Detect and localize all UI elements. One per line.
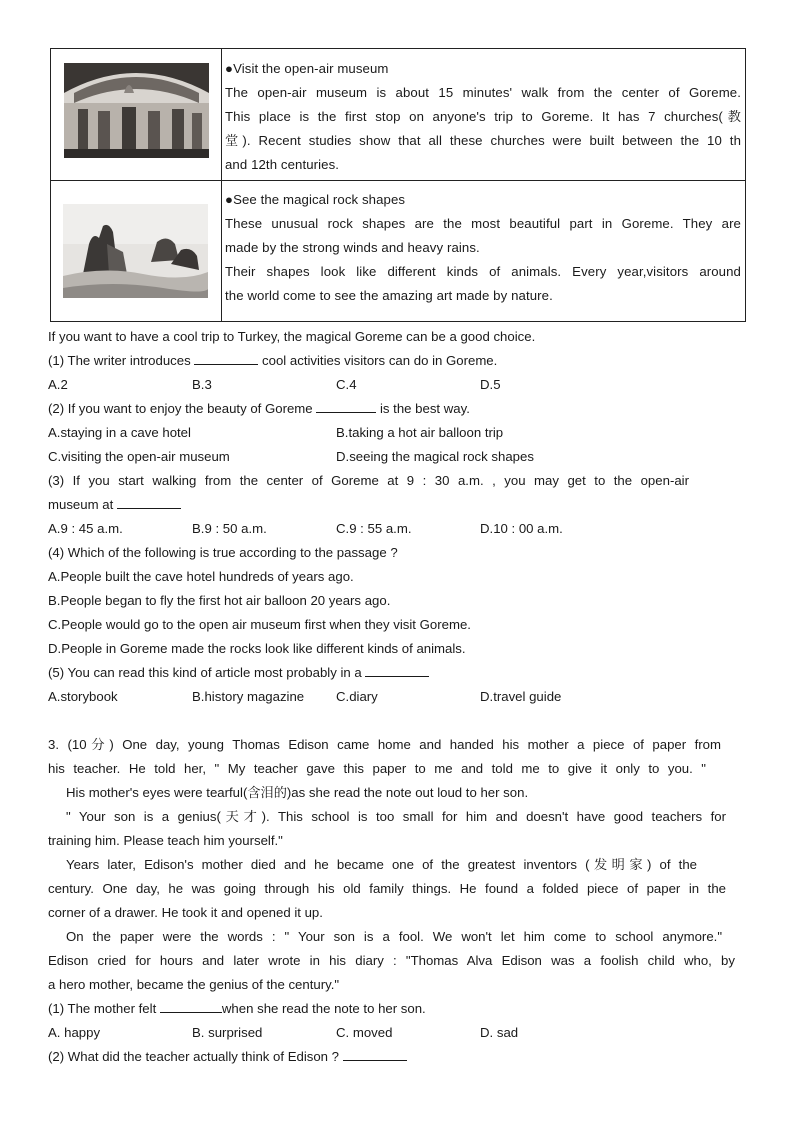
option-c[interactable]: C.diary — [336, 689, 378, 704]
option-c[interactable]: C.9 : 55 a.m. — [336, 521, 412, 536]
option-d[interactable]: D. sad — [480, 1025, 519, 1040]
passage-line: corner of a drawer. He took it and opened it up. — [48, 905, 323, 920]
museum-line: and 12th centuries. — [225, 157, 340, 172]
answer-blank[interactable] — [365, 664, 429, 677]
rocks-heading: ●See the magical rock shapes — [225, 192, 406, 207]
museum-photo-cell — [51, 49, 222, 180]
option-d[interactable]: D.People in Goreme made the rocks look like different kinds of animals. — [48, 641, 466, 656]
option-a[interactable]: A. happy — [48, 1025, 101, 1040]
passage-line: a hero mother, became the genius of the century." — [48, 977, 340, 992]
question-stem: (5) You can read this kind of article most probably in a — [48, 665, 362, 680]
rock-shapes-photo — [63, 204, 208, 298]
question-4: (4) Which of the following is true according to the passage ? — [48, 545, 398, 560]
passage-line: 3. (10分) One day, young Thomas Edison came home and handed his mother a piece of paper from — [48, 737, 721, 752]
option-c[interactable]: C.4 — [336, 377, 357, 392]
option-a[interactable]: A.staying in a cave hotel — [48, 425, 191, 440]
question-3: (3) If you start walking from the center of Goreme at 9 : 30 a.m. , you may get to the open-air — [48, 473, 689, 488]
option-b[interactable]: B.taking a hot air balloon trip — [336, 425, 504, 440]
option-c[interactable]: C. moved — [336, 1025, 393, 1040]
question-stem: (2) What did the teacher actually think of Edison ? — [48, 1049, 340, 1064]
passage-line: Edison cried for hours and later wrote in his diary : "Thomas Alva Edison was a foolish child who, by — [48, 953, 735, 968]
rocks-text — [225, 188, 741, 308]
passage-line: century. One day, he was going through his old family things. He found a folded piece of paper in the — [48, 881, 726, 896]
option-a[interactable]: A.storybook — [48, 689, 118, 704]
question-1 — [48, 351, 497, 371]
option-b[interactable]: B.People began to fly the first hot air balloon 20 years ago. — [48, 593, 391, 608]
museum-line: This place is the first stop on anyone's trip to Goreme. It has 7 churches(教 — [225, 109, 741, 124]
question-3-1 — [48, 999, 426, 1019]
rocks-line: These unusual rock shapes are the most beautiful part in Goreme. They are — [225, 216, 741, 231]
option-a[interactable]: A.2 — [48, 377, 68, 392]
option-d[interactable]: D.10 : 00 a.m. — [480, 521, 563, 536]
option-a[interactable]: A.9 : 45 a.m. — [48, 521, 123, 536]
question-stem: (1) The writer introduces — [48, 353, 191, 368]
question-2 — [48, 399, 470, 419]
rocks-line: the world come to see the amazing art made by nature. — [225, 288, 553, 303]
option-c[interactable]: C.visiting the open-air museum — [48, 449, 230, 464]
question-5 — [48, 663, 429, 683]
answer-blank[interactable] — [194, 352, 258, 365]
option-d[interactable]: D.seeing the magical rock shapes — [336, 449, 534, 464]
museum-line: 堂). Recent studies show that all these churches were built between the 10 th — [225, 133, 741, 148]
passage-line: His mother's eyes were tearful(含泪的)as she read the note out loud to her son. — [66, 785, 529, 800]
answer-blank[interactable] — [160, 1000, 222, 1013]
passage-line: " Your son is a genius(天才). This school is too small for him and doesn't have good teachers for — [66, 809, 726, 824]
museum-heading: ●Visit the open-air museum — [225, 61, 389, 76]
option-b[interactable]: B.3 — [192, 377, 212, 392]
rocks-line: Their shapes look like different kinds of animals. Every year,visitors around — [225, 264, 741, 279]
question-stem: is the best way. — [379, 401, 470, 416]
passage-line: Years later, Edison's mother died and he became one of the greatest inventors (发明家) of the — [66, 857, 697, 872]
table-row — [51, 49, 745, 181]
closing-sentence: If you want to have a cool trip to Turkey, the magical Goreme can be a good choice. — [48, 329, 536, 344]
question-3-cont — [48, 495, 181, 515]
question-stem: cool activities visitors can do in Goreme. — [262, 353, 498, 368]
option-b[interactable]: B.history magazine — [192, 689, 305, 704]
question-stem: museum at — [48, 497, 114, 512]
museum-text — [225, 57, 741, 177]
question-stem: when she read the note to her son. — [221, 1001, 426, 1016]
table-row — [51, 180, 745, 321]
option-b[interactable]: B.9 : 50 a.m. — [192, 521, 267, 536]
option-c[interactable]: C.People would go to the open air museum first when they visit Goreme. — [48, 617, 471, 632]
option-a[interactable]: A.People built the cave hotel hundreds of years ago. — [48, 569, 354, 584]
rocks-line: made by the strong winds and heavy rains. — [225, 240, 480, 255]
rocks-photo-cell — [51, 180, 222, 321]
info-table — [50, 48, 746, 322]
question-stem: (2) If you want to enjoy the beauty of Goreme — [48, 401, 313, 416]
answer-blank[interactable] — [343, 1048, 407, 1061]
museum-line: The open-air museum is about 15 minutes' walk from the center of Goreme. — [225, 85, 741, 100]
option-d[interactable]: D.travel guide — [480, 689, 562, 704]
passage-line: training him. Please teach him yourself." — [48, 833, 283, 848]
question-stem: (1) The mother felt — [48, 1001, 157, 1016]
option-d[interactable]: D.5 — [480, 377, 501, 392]
museum-church-photo — [64, 63, 209, 158]
option-b[interactable]: B. surprised — [192, 1025, 263, 1040]
answer-blank[interactable] — [316, 400, 376, 413]
passage-line: On the paper were the words : " Your son is a fool. We won't let him come to school anymore." — [66, 929, 722, 944]
answer-blank[interactable] — [117, 496, 181, 509]
question-3-2 — [48, 1047, 407, 1067]
passage-line: his teacher. He told her, " My teacher gave this paper to me and told me to give it only to you. " — [48, 761, 706, 776]
